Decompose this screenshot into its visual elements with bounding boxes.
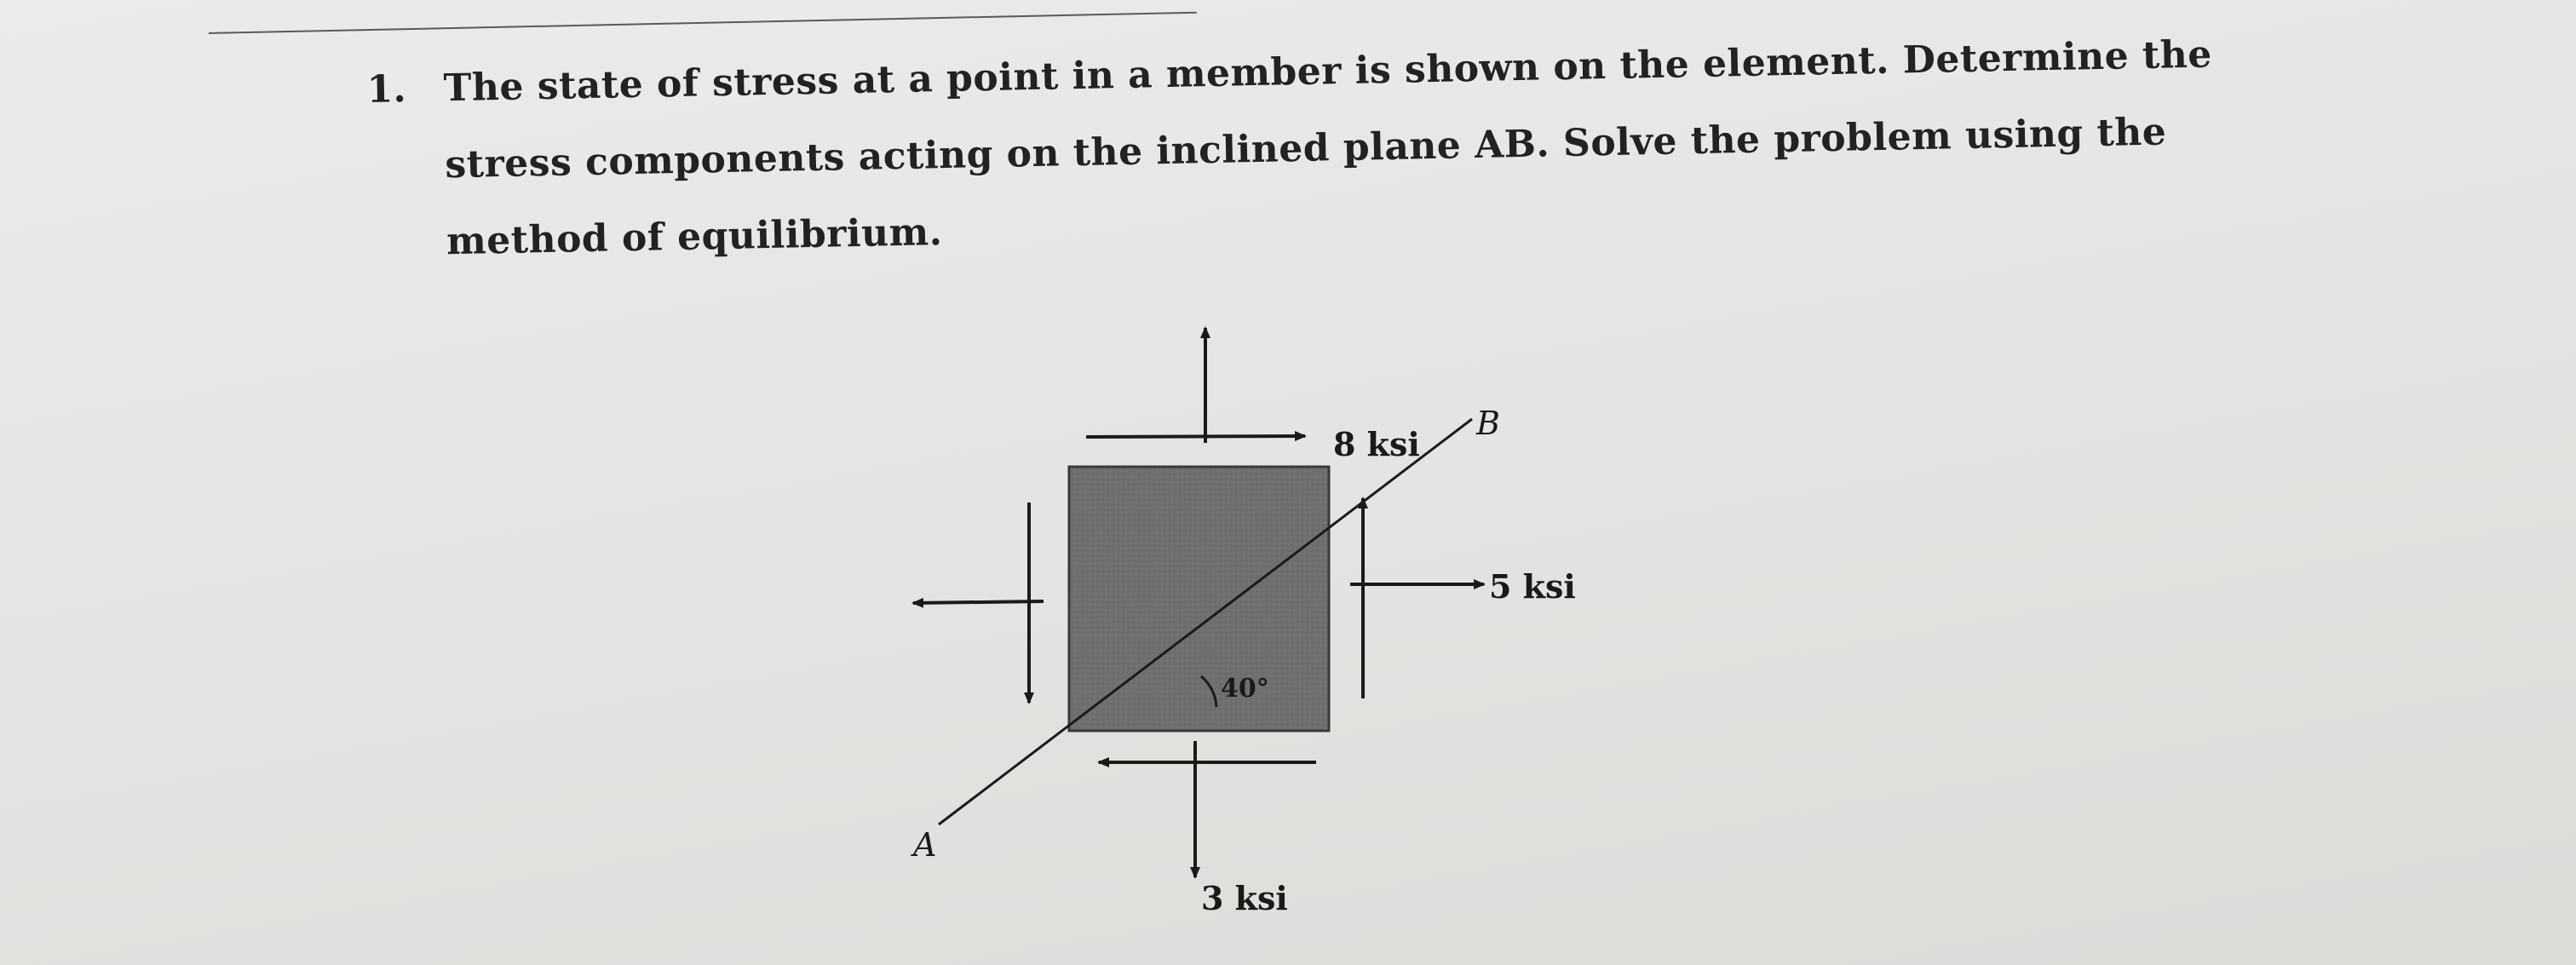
point-a-label: A [913,826,937,864]
horizontal-stress-label: 5 ksi [1489,567,1576,606]
problem-line-1: The state of stress at a point in a member is shown on the element. Determine the [443,32,2213,111]
point-b-label: B [1476,405,1500,442]
left-normal-stress-arrow [913,601,1044,603]
top-shear-stress-arrow [1086,436,1305,437]
vertical-stress-label: 3 ksi [1201,879,1288,917]
angle-label: 40° [1221,674,1269,704]
stress-element [1069,467,1329,731]
problem-line-2: stress components acting on the inclined plane AB. Solve the problem using the [444,110,2167,187]
shear-stress-label: 8 ksi [1333,425,1420,463]
problem-line-3: method of equilibrium. [446,210,943,264]
problem-number: 1. [366,67,407,112]
